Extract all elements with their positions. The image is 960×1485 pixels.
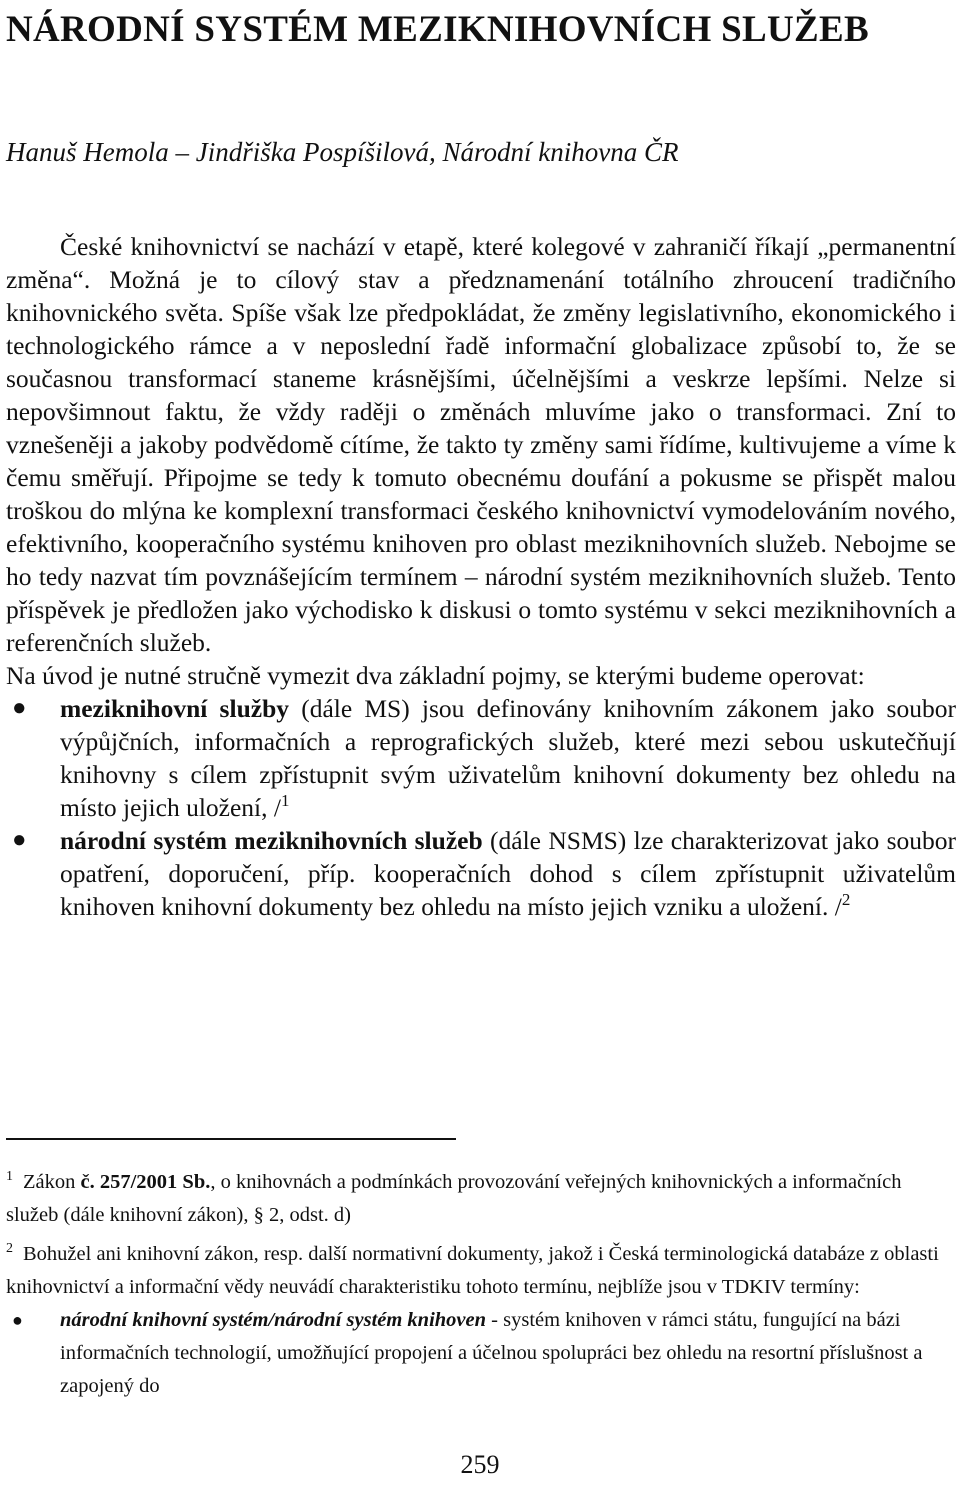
law-reference: č. 257/2001 Sb.	[80, 1171, 211, 1193]
footnote-text: , o knihovnách a podmínkách provozování veřejných knihovnických a informačních služeb (dále knihovní zákon), § 2, odst. d)	[6, 1171, 902, 1226]
footnote-number: 2	[6, 1241, 13, 1256]
footnote-term-list	[6, 1304, 951, 1403]
bullet-icon: ●	[12, 827, 27, 853]
definition-term: národní systém meziknihovních služeb	[60, 826, 483, 855]
bullet-icon: ●	[12, 695, 27, 721]
footnote-term-text: - systém knihoven v rámci státu, fungující na bázi informačních technologií, umožňující propojení a účelnou spolupráci bez ohledu na resortní příslušnost a zapojený do	[60, 1309, 923, 1397]
document-title: NÁRODNÍ SYSTÉM MEZIKNIHOVNÍCH SLUŽEB	[6, 9, 869, 50]
paragraph-definitions-lead: Na úvod je nutné stručně vymezit dva základní pojmy, se kterými budeme operovat:	[6, 661, 865, 690]
footnote-2	[6, 1232, 951, 1304]
page-number: 259	[460, 1450, 500, 1479]
footnotes	[6, 1160, 951, 1403]
footnote-term: národní knihovní systém/národní systém knihoven	[60, 1309, 487, 1331]
footnote-ref: 1	[280, 791, 290, 810]
definition-item	[6, 824, 956, 923]
footnote-ref: 2	[841, 890, 851, 909]
definitions-list	[6, 692, 956, 923]
footnote-term-item	[6, 1304, 951, 1403]
footnote-text: Bohužel ani knihovní zákon, resp. další normativní dokumenty, jakož i Česká terminologická databáze z oblasti knihovnictví a informační vědy neuvádí charakteristiku tohoto termínu, nejblíže jsou v TDKIV termíny:	[6, 1243, 939, 1298]
footnote-number: 1	[6, 1169, 13, 1184]
definition-text: (dále MS) jsou definovány knihovním zákonem jako soubor výpůjčních, informačních a reprografických služeb, které mezi sebou uskutečňují knihovny s cílem zpřístupnit svým uživatelům knihovní dokumenty bez ohledu na místo jejich uložení, /	[60, 694, 956, 822]
body-text	[6, 230, 956, 923]
definition-item	[6, 692, 956, 824]
authors-line: Hanuš Hemola – Jindřiška Pospíšilová, Národní knihovna ČR	[6, 137, 679, 167]
definition-text: (dále NSMS) lze charakterizovat jako soubor opatření, doporučení, příp. kooperačních dohod s cílem zpřístupnit uživatelům knihoven knihovní dokumenty bez ohledu na místo jejich vzniku a uložení. /	[60, 826, 956, 921]
definition-term: meziknihovní služby	[60, 694, 289, 723]
bullet-icon: ●	[12, 1310, 23, 1330]
footnote-separator	[6, 1138, 456, 1140]
paragraph-intro: České knihovnictví se nachází v etapě, které kolegové v zahraničí říkají „permanentní změna“. Možná je to cílový stav a předznamenání totálního zhroucení tradičního knihovnického světa. Spíše však lze předpokládat, že změny legislativního, ekonomického i technologického rámce a v neposlední řadě informační globalizace způsobí to, že se současnou transformací staneme krásnějšími, účelnějšími a veskrze lepšími. Nelze si nepovšimnout faktu, že vždy raději o změnách mluvíme jako o transformaci. Zní to vznešeněji a jakoby podvědomě cítíme, že takto ty změny sami řídíme, kultivujeme a víme k čemu směřují. Připojme se tedy k tomuto obecnému doufání a pokusme se přispět malou troškou do mlýna ke komplexní transformaci českého knihovnictví vymodelováním nového, efektivního, kooperačního systému knihoven pro oblast meziknihovních služeb. Nebojme se ho tedy nazvat tím povznášejícím termínem – národní systém meziknihovních služeb. Tento příspěvek je předložen jako východisko k diskusi o tomto systému v sekci meziknihovních a referenčních služeb.	[6, 232, 956, 657]
footnote-1	[6, 1160, 951, 1232]
footnote-text: Zákon	[23, 1171, 81, 1193]
